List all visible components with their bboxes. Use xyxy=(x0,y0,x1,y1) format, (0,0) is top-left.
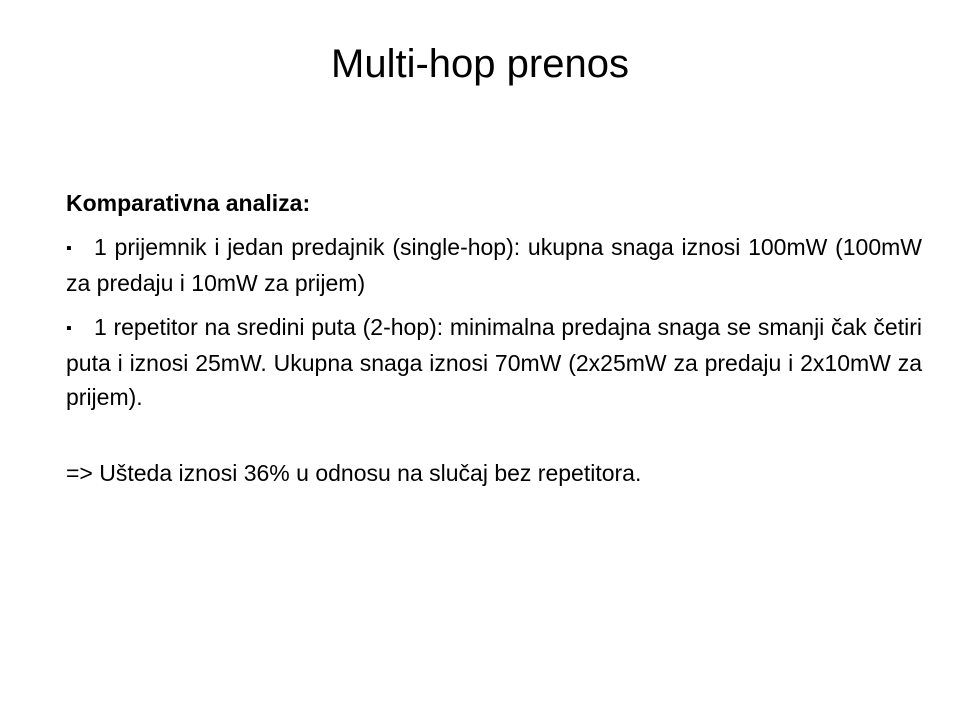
slide-content xyxy=(66,186,922,490)
section-heading: Komparativna analiza: xyxy=(66,190,311,216)
bullet-single-hop xyxy=(66,230,922,300)
conclusion-text: => Ušteda iznosi 36% u odnosu na slučaj bez repetitora. xyxy=(66,460,642,486)
bullet-text-two-hop: 1 repetitor na sredini puta (2-hop): minimalna predajna snaga se smanji čak četiri puta i iznosi 25mW. Ukupna snaga iznosi 70mW (2x25mW za predaju i 2x10mW za prijem). xyxy=(66,314,922,410)
square-bullet-icon: ▪ xyxy=(66,320,72,337)
square-bullet-icon: ▪ xyxy=(66,240,72,257)
bullet-two-hop xyxy=(66,310,922,414)
bullet-text-single-hop: 1 prijemnik i jedan predajnik (single-hop): ukupna snaga iznosi 100mW (100mW za predaju i 10mW za prijem) xyxy=(66,234,922,296)
slide-title: Multi-hop prenos xyxy=(331,42,629,86)
